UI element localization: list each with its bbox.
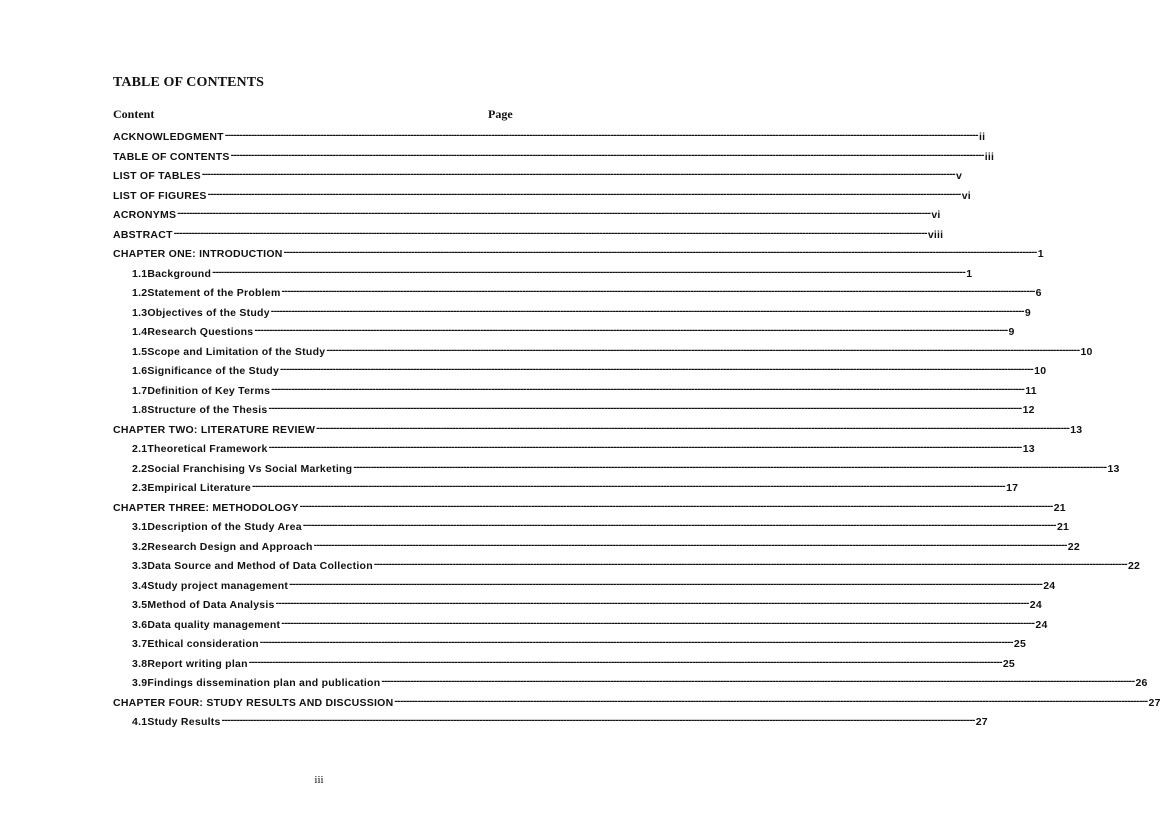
- toc-entry-page: 17: [1006, 482, 1019, 494]
- toc-entry-label: LIST OF TABLES: [113, 170, 201, 182]
- toc-entry-page: 25: [1013, 638, 1027, 650]
- toc-entry-page: 1: [966, 267, 973, 280]
- toc-entry-page: 10: [1034, 365, 1047, 377]
- toc-section-entry: [113, 186, 971, 202]
- toc-leader-dashes: --------------------------------------------------------------------------------------------------------------------------------------------------------------------------------------------------------------------------------------------------------------------: [221, 714, 975, 726]
- toc-entry-page: 13: [1070, 423, 1083, 436]
- toc-subsection-entry: [132, 556, 1141, 572]
- toc-subsection-entry: [132, 381, 1037, 397]
- toc-entry-page: 6: [1035, 287, 1042, 299]
- toc-leader-dashes: --------------------------------------------------------------------------------------------------------------------------------------------------------------------------------------------------------------------------------------------------------------------: [281, 616, 1035, 629]
- toc-entry-label: CHAPTER FOUR: STUDY RESULTS AND DISCUSSION: [113, 696, 394, 709]
- toc-entry-label: 1.7Definition of Key Terms: [132, 384, 271, 397]
- toc-leader-dashes: --------------------------------------------------------------------------------------------------------------------------------------------------------------------------------------------------------------------------------------------------------------------: [251, 480, 1006, 492]
- toc-entry-label: 2.1Theoretical Framework: [132, 443, 268, 455]
- toc-entry-label: 1.1Background: [132, 267, 212, 280]
- toc-entry-label: ABSTRACT: [113, 228, 173, 241]
- toc-subsection-entry: [132, 615, 1048, 631]
- toc-subsection-entry: [132, 537, 1080, 553]
- toc-leader-dashes: --------------------------------------------------------------------------------------------------------------------------------------------------------------------------------------------------------------------------------------------------------------------: [268, 402, 1022, 414]
- toc-subsection-entry: [132, 673, 1148, 689]
- page-column-header: Page: [488, 107, 513, 121]
- toc-entry-label: 1.2Statement of the Problem: [132, 287, 281, 299]
- toc-entry-label: 3.6Data quality management: [132, 618, 281, 631]
- page-number: iii: [314, 774, 324, 786]
- toc-entry-page: 21: [1056, 521, 1070, 533]
- toc-leader-dashes: --------------------------------------------------------------------------------------------------------------------------------------------------------------------------------------------------------------------------------------------------------------------: [313, 538, 1067, 551]
- toc-section-entry: [113, 244, 1044, 260]
- toc-entry-page: 11: [1025, 384, 1037, 397]
- toc-entry-label: 3.2Research Design and Approach: [132, 540, 313, 553]
- toc-subsection-entry: [132, 654, 1015, 670]
- toc-subsection-entry: [132, 264, 973, 280]
- toc-entry-label: CHAPTER THREE: METHODOLOGY: [113, 501, 299, 514]
- toc-subsection-entry: [132, 322, 1015, 338]
- toc-entry-label: 3.3Data Source and Method of Data Collection: [132, 560, 373, 572]
- toc-section-entry: [113, 498, 1066, 514]
- toc-entry-page: 24: [1043, 579, 1056, 592]
- toc-entry-page: 12: [1022, 404, 1035, 416]
- toc-subsection-entry: [132, 478, 1019, 494]
- toc-subsection-entry: [132, 439, 1035, 455]
- toc-subsection-entry: [132, 595, 1042, 611]
- toc-entry-page: viii: [927, 228, 944, 241]
- toc-leader-dashes: --------------------------------------------------------------------------------------------------------------------------------------------------------------------------------------------------------------------------------------------------------------------: [248, 655, 1002, 668]
- toc-entry-label: ACRONYMS: [113, 209, 177, 221]
- toc-subsection-entry: [132, 342, 1093, 358]
- toc-leader-dashes: --------------------------------------------------------------------------------------------------------------------------------------------------------------------------------------------------------------------------------------------------------------------: [207, 187, 961, 200]
- toc-leader-dashes: --------------------------------------------------------------------------------------------------------------------------------------------------------------------------------------------------------------------------------------------------------------------: [173, 226, 927, 239]
- toc-leader-dashes: --------------------------------------------------------------------------------------------------------------------------------------------------------------------------------------------------------------------------------------------------------------------: [268, 441, 1022, 453]
- toc-entry-page: 27: [975, 716, 988, 728]
- toc-entry-label: 1.5Scope and Limitation of the Study: [132, 345, 326, 358]
- toc-title: TABLE OF CONTENTS: [113, 75, 265, 90]
- toc-leader-dashes: --------------------------------------------------------------------------------------------------------------------------------------------------------------------------------------------------------------------------------------------------------------------: [259, 636, 1013, 648]
- toc-subsection-entry: [132, 517, 1070, 533]
- toc-entry-label: CHAPTER TWO: LITERATURE REVIEW: [113, 423, 316, 436]
- toc-leader-dashes: --------------------------------------------------------------------------------------------------------------------------------------------------------------------------------------------------------------------------------------------------------------------: [230, 148, 984, 161]
- toc-entry-page: 9: [1024, 306, 1031, 319]
- toc-leader-dashes: --------------------------------------------------------------------------------------------------------------------------------------------------------------------------------------------------------------------------------------------------------------------: [316, 421, 1070, 434]
- toc-leader-dashes: --------------------------------------------------------------------------------------------------------------------------------------------------------------------------------------------------------------------------------------------------------------------: [299, 499, 1053, 512]
- toc-leader-dashes: --------------------------------------------------------------------------------------------------------------------------------------------------------------------------------------------------------------------------------------------------------------------: [224, 129, 978, 141]
- toc-entry-label: 3.8Report writing plan: [132, 657, 248, 670]
- toc-subsection-entry: [132, 303, 1031, 319]
- toc-entry-label: 3.9Findings dissemination plan and publication: [132, 677, 381, 689]
- toc-entry-page: 1: [1037, 248, 1044, 260]
- toc-entry-label: 2.3Empirical Literature: [132, 482, 251, 494]
- toc-section-entry: [113, 166, 963, 182]
- toc-leader-dashes: --------------------------------------------------------------------------------------------------------------------------------------------------------------------------------------------------------------------------------------------------------------------: [302, 519, 1056, 531]
- toc-entry-label: 1.6Significance of the Study: [132, 365, 280, 377]
- toc-entry-label: CHAPTER ONE: INTRODUCTION: [113, 248, 283, 260]
- toc-leader-dashes: --------------------------------------------------------------------------------------------------------------------------------------------------------------------------------------------------------------------------------------------------------------------: [373, 558, 1127, 570]
- toc-entry-page: 10: [1080, 345, 1093, 358]
- toc-leader-dashes: --------------------------------------------------------------------------------------------------------------------------------------------------------------------------------------------------------------------------------------------------------------------: [212, 265, 966, 278]
- toc-subsection-entry: [132, 634, 1027, 650]
- toc-leader-dashes: --------------------------------------------------------------------------------------------------------------------------------------------------------------------------------------------------------------------------------------------------------------------: [283, 246, 1037, 258]
- toc-entry-page: 13: [1022, 443, 1035, 455]
- toc-entry-page: iii: [984, 150, 995, 163]
- toc-entry-label: 1.4Research Questions: [132, 326, 254, 338]
- toc-subsection-entry: [132, 400, 1035, 416]
- toc-section-entry: [113, 127, 986, 143]
- toc-subsection-entry: [132, 361, 1047, 377]
- toc-leader-dashes: --------------------------------------------------------------------------------------------------------------------------------------------------------------------------------------------------------------------------------------------------------------------: [280, 363, 1034, 375]
- toc-entry-label: 3.1Description of the Study Area: [132, 521, 302, 533]
- toc-entry-page: 9: [1008, 326, 1015, 338]
- toc-entry-page: 25: [1002, 657, 1015, 670]
- toc-entry-page: 22: [1067, 540, 1080, 553]
- toc-entry-label: 3.7Ethical consideration: [132, 638, 259, 650]
- toc-leader-dashes: --------------------------------------------------------------------------------------------------------------------------------------------------------------------------------------------------------------------------------------------------------------------: [281, 285, 1035, 297]
- toc-entry-page: v: [956, 170, 963, 182]
- toc-entry-page: 21: [1053, 501, 1066, 514]
- toc-entry-label: 3.4Study project management: [132, 579, 289, 592]
- toc-entry-page: 26: [1135, 677, 1148, 689]
- toc-entry-page: 13: [1107, 462, 1120, 475]
- content-column-header: Content: [113, 107, 155, 121]
- toc-leader-dashes: --------------------------------------------------------------------------------------------------------------------------------------------------------------------------------------------------------------------------------------------------------------------: [270, 304, 1024, 317]
- toc-section-entry: [113, 693, 1161, 709]
- toc-entry-page: ii: [978, 131, 986, 143]
- toc-leader-dashes: --------------------------------------------------------------------------------------------------------------------------------------------------------------------------------------------------------------------------------------------------------------------: [381, 675, 1135, 687]
- toc-entry-label: LIST OF FIGURES: [113, 189, 207, 202]
- toc-entry-page: 24: [1035, 618, 1048, 631]
- toc-subsection-entry: [132, 283, 1042, 299]
- toc-leader-dashes: --------------------------------------------------------------------------------------------------------------------------------------------------------------------------------------------------------------------------------------------------------------------: [201, 168, 956, 180]
- toc-entry-page: 22: [1128, 560, 1141, 572]
- toc-subsection-entry: [132, 576, 1056, 592]
- toc-section-entry: [113, 420, 1083, 436]
- toc-leader-dashes: --------------------------------------------------------------------------------------------------------------------------------------------------------------------------------------------------------------------------------------------------------------------: [289, 577, 1043, 590]
- toc-leader-dashes: --------------------------------------------------------------------------------------------------------------------------------------------------------------------------------------------------------------------------------------------------------------------: [271, 382, 1025, 395]
- toc-leader-dashes: --------------------------------------------------------------------------------------------------------------------------------------------------------------------------------------------------------------------------------------------------------------------: [394, 694, 1148, 707]
- toc-entry-label: 1.8Structure of the Thesis: [132, 404, 268, 416]
- toc-leader-dashes: --------------------------------------------------------------------------------------------------------------------------------------------------------------------------------------------------------------------------------------------------------------------: [177, 207, 931, 219]
- toc-entry-page: vi: [961, 189, 971, 202]
- toc-leader-dashes: --------------------------------------------------------------------------------------------------------------------------------------------------------------------------------------------------------------------------------------------------------------------: [326, 343, 1080, 356]
- toc-entry-label: 4.1Study Results: [132, 716, 221, 728]
- toc-entry-label: 3.5Method of Data Analysis: [132, 599, 275, 611]
- toc-entry-page: vi: [931, 209, 941, 221]
- toc-entry-page: 27: [1148, 696, 1161, 709]
- toc-entry-label: ACKNOWLEDGMENT: [113, 131, 224, 143]
- toc-section-entry: [113, 225, 944, 241]
- toc-section-entry: [113, 147, 995, 163]
- toc-entry-label: TABLE OF CONTENTS: [113, 150, 230, 163]
- toc-entry-label: 2.2Social Franchising Vs Social Marketing: [132, 462, 353, 475]
- toc-subsection-entry: [132, 459, 1120, 475]
- toc-entry-label: 1.3Objectives of the Study: [132, 306, 270, 319]
- toc-subsection-entry: [132, 712, 988, 728]
- toc-leader-dashes: --------------------------------------------------------------------------------------------------------------------------------------------------------------------------------------------------------------------------------------------------------------------: [254, 324, 1008, 336]
- toc-leader-dashes: --------------------------------------------------------------------------------------------------------------------------------------------------------------------------------------------------------------------------------------------------------------------: [353, 460, 1107, 473]
- toc-leader-dashes: --------------------------------------------------------------------------------------------------------------------------------------------------------------------------------------------------------------------------------------------------------------------: [275, 597, 1029, 609]
- toc-section-entry: [113, 205, 941, 221]
- toc-entry-page: 24: [1029, 599, 1042, 611]
